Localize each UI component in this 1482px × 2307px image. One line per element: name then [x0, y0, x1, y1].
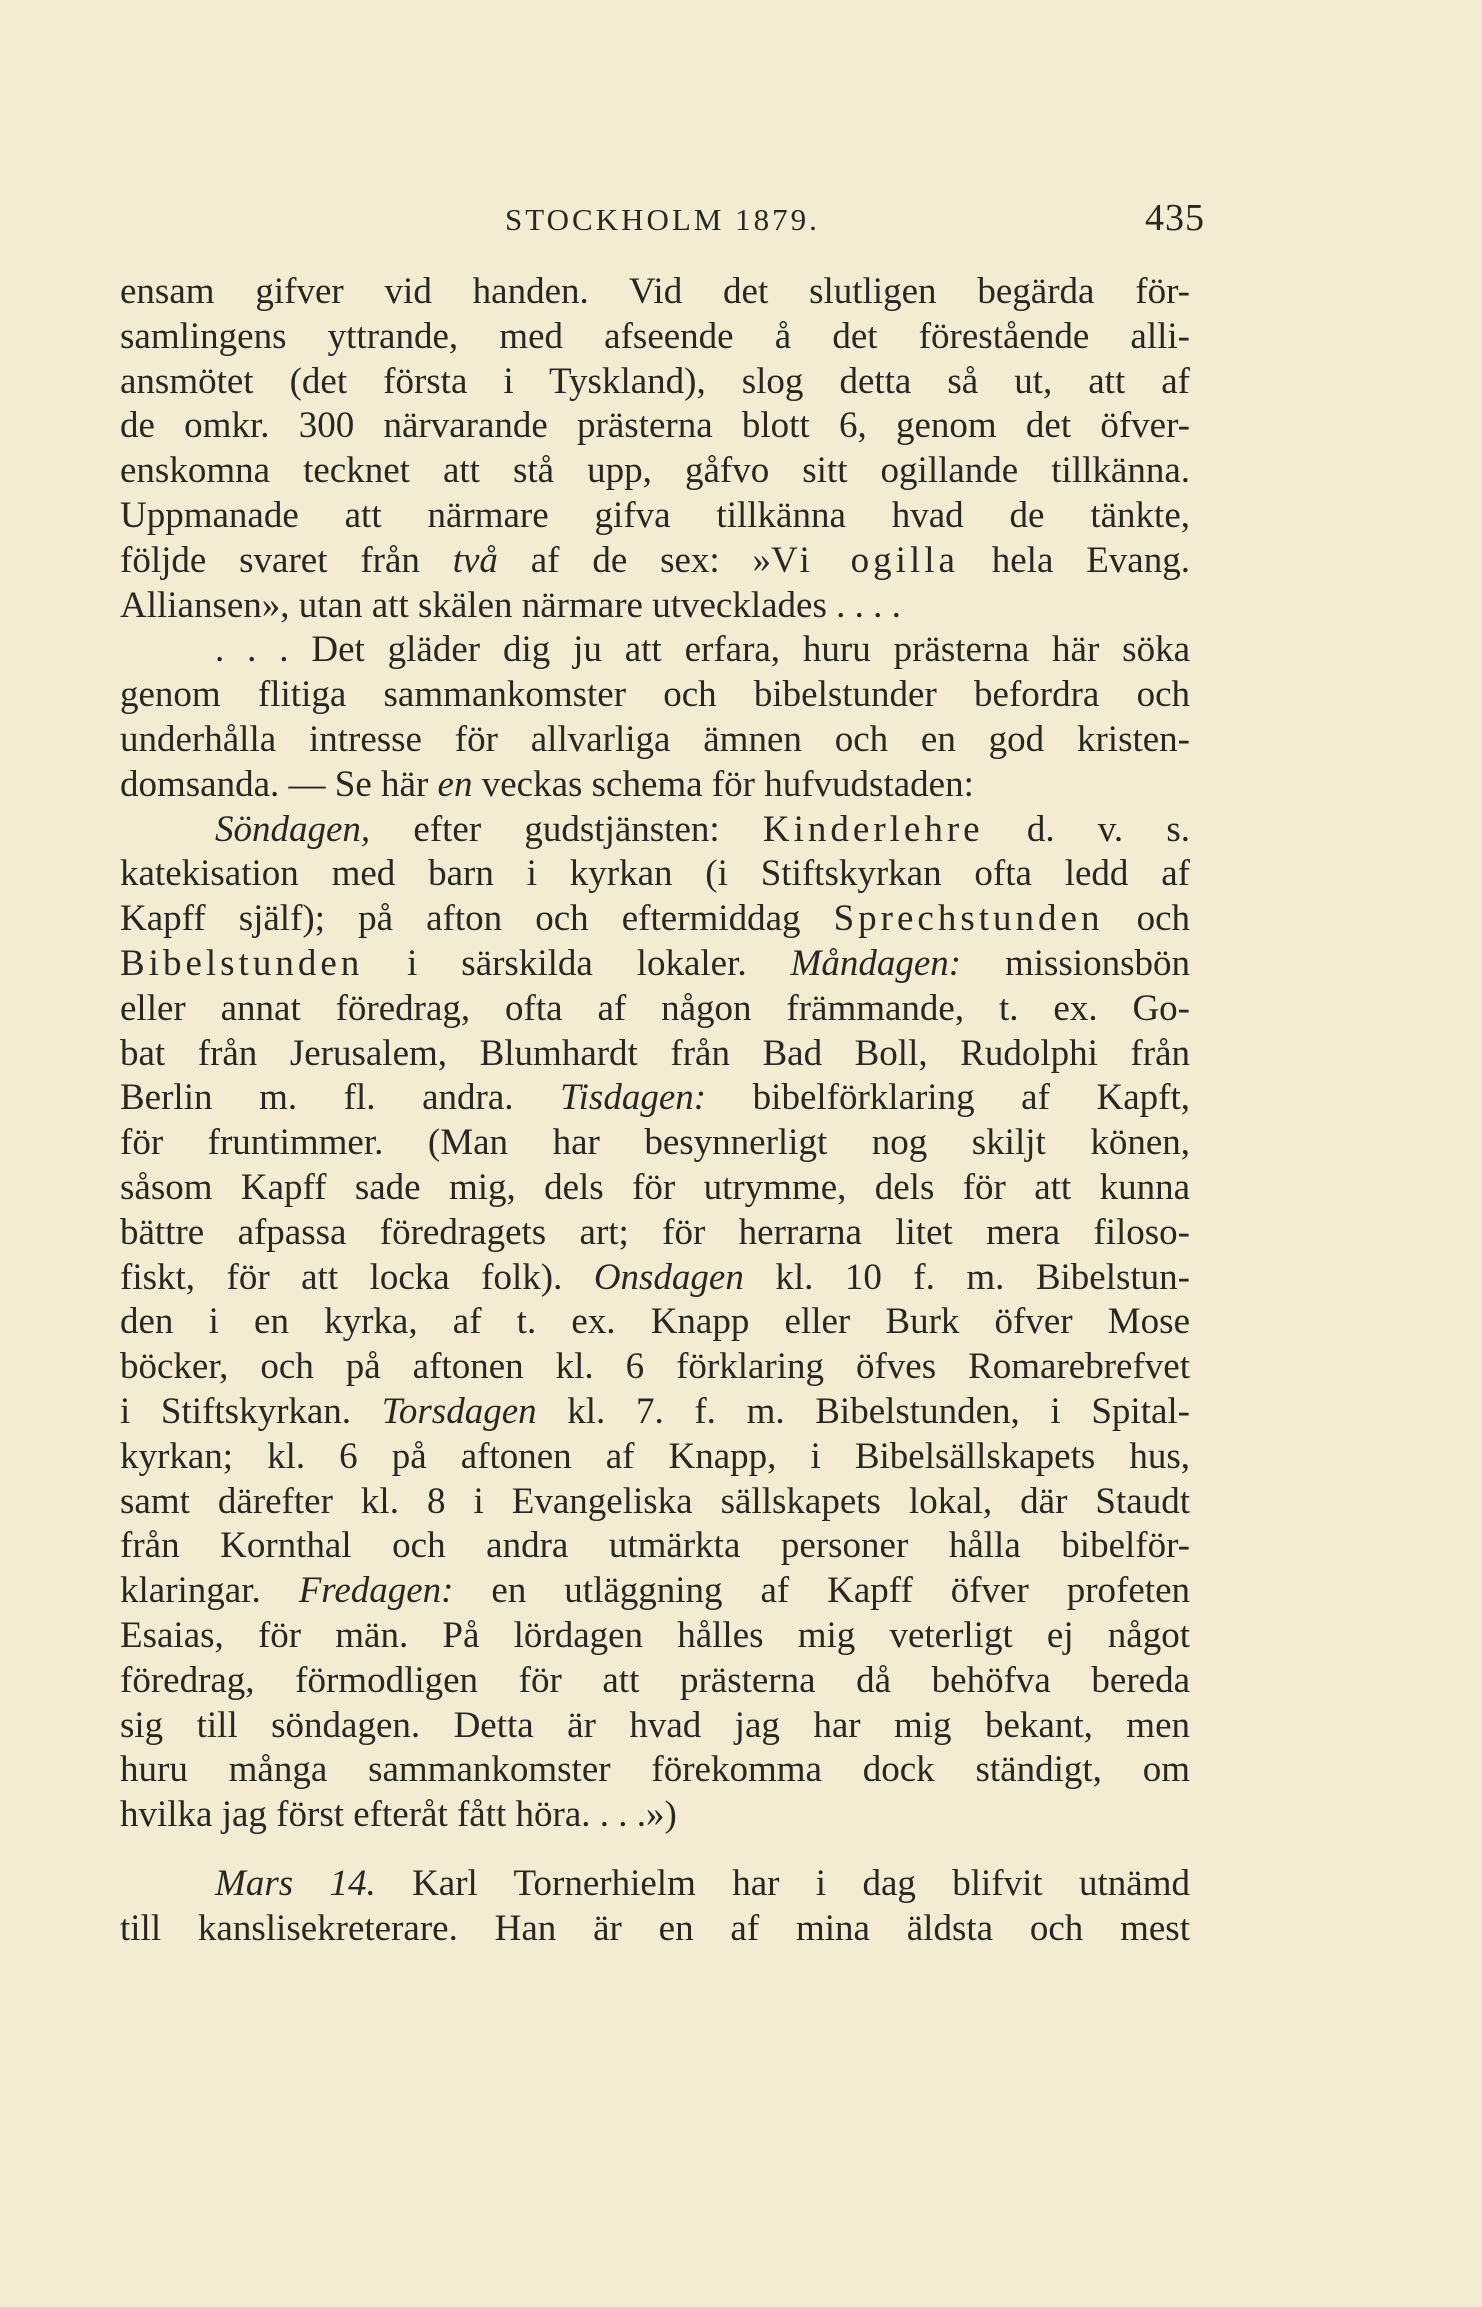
text-line — [120, 404, 1190, 449]
italic-text: Fredagen: — [298, 1570, 454, 1612]
spaced-text: Bibelstunden — [120, 942, 364, 984]
text-segment: fiskt, för att locka folk). — [120, 1256, 594, 1298]
running-head — [120, 196, 1205, 240]
text-segment: klaringar. — [120, 1570, 299, 1612]
italic-text: en — [437, 763, 473, 805]
italic-text: Onsdagen — [593, 1256, 744, 1298]
text-segment: ansmötet (det första i Tyskland), slog detta så ut, att af — [120, 360, 1190, 402]
text-segment: bättre afpassa föredragets art; för herrarna litet mera filoso- — [120, 1211, 1190, 1253]
text-segment: samlingens yttrande, med afseende å det förestående alli- — [120, 315, 1190, 357]
text-line — [120, 808, 1190, 853]
text-segment: Uppmanade att närmare gifva tillkänna hvad de tänkte, — [120, 494, 1190, 536]
text-line — [120, 360, 1190, 405]
text-segment: huru många sammankomster förekomma dock ständigt, om — [120, 1749, 1190, 1791]
text-segment: från Kornthal och andra utmärkta personer hålla bibelför- — [120, 1525, 1190, 1567]
text-line — [120, 1300, 1190, 1345]
text-line — [120, 1032, 1190, 1077]
page-number: 435 — [1145, 197, 1205, 239]
running-title: STOCKHOLM 1879. — [505, 202, 820, 237]
text-segment: . . . Det gläder dig ju att erfara, huru prästerna här söka — [215, 629, 1190, 671]
text-segment: samt därefter kl. 8 i Evangeliska sällskapets lokal, där Staudt — [120, 1480, 1190, 1522]
text-segment: d. v. s. — [983, 808, 1191, 850]
text-line — [120, 1345, 1190, 1390]
text-segment: enskomna tecknet att stå upp, gåfvo sitt ogillande tillkänna. — [120, 450, 1190, 492]
spaced-text: Sprechstunden — [833, 898, 1104, 940]
text-line — [120, 763, 1190, 808]
italic-text: två — [452, 539, 498, 581]
italic-text: Mars 14. — [215, 1862, 376, 1904]
text-line — [120, 1704, 1190, 1749]
spaced-text: Vi ogilla — [771, 539, 959, 581]
italic-text: Måndagen: — [790, 942, 962, 984]
text-segment: till kanslisekreterare. Han är en af mina äldsta och mest — [120, 1907, 1190, 1949]
text-line — [120, 1748, 1190, 1793]
text-segment: den i en kyrka, af t. ex. Knapp eller Burk öfver Mose — [120, 1301, 1190, 1343]
text-segment: i särskilda lokaler. — [363, 942, 791, 984]
text-segment: af de sex: » — [497, 539, 772, 581]
text-line — [120, 673, 1190, 718]
text-segment: katekisation med barn i kyrkan (i Stiftskyrkan ofta ledd af — [120, 853, 1190, 895]
text-segment: underhålla intresse för allvarliga ämnen och en god kristen- — [120, 718, 1190, 760]
text-segment: bibelförklaring af Kapft, — [706, 1077, 1190, 1119]
text-segment: och — [1103, 898, 1190, 940]
text-segment: böcker, och på aftonen kl. 6 förklaring öfves Romarebrefvet — [120, 1346, 1190, 1388]
text-segment: Kapff själf); på afton och eftermiddag — [120, 898, 834, 940]
text-line — [120, 942, 1190, 987]
text-line — [120, 1435, 1190, 1480]
text-segment: eller annat föredrag, ofta af någon främmande, t. ex. Go- — [120, 987, 1190, 1029]
italic-text: Söndagen, — [215, 808, 371, 850]
text-line — [120, 494, 1190, 539]
text-line — [120, 1480, 1190, 1525]
text-line — [120, 1076, 1190, 1121]
text-segment: hela Evang. — [958, 539, 1190, 581]
text-segment: missionsbön — [961, 942, 1190, 984]
text-segment: Karl Tornerhielm har i dag blifvit utnämd — [375, 1862, 1190, 1904]
text-line — [120, 1569, 1190, 1614]
text-line — [120, 852, 1190, 897]
spaced-text: Kinderlehre — [762, 808, 984, 850]
italic-text: Torsdagen — [381, 1390, 537, 1432]
text-segment: ensam gifver vid handen. Vid det slutligen begärda för- — [120, 271, 1190, 312]
text-segment: sig till söndagen. Detta är hvad jag har mig bekant, men — [120, 1704, 1190, 1746]
text-line — [120, 1907, 1190, 1952]
text-line — [120, 1659, 1190, 1704]
text-line — [120, 270, 1190, 315]
text-line — [120, 1390, 1190, 1435]
text-line — [120, 718, 1190, 763]
text-segment: bat från Jerusalem, Blumhardt från Bad Boll, Rudolphi från — [120, 1032, 1190, 1074]
text-segment: Alliansen», utan att skälen närmare utvecklades . . . . — [120, 584, 901, 626]
text-line — [120, 628, 1190, 673]
text-segment: föredrag, förmodligen för att prästerna då behöfva bereda — [120, 1659, 1190, 1701]
italic-text: Tisdagen: — [560, 1077, 707, 1119]
text-line — [120, 1121, 1190, 1166]
text-line — [120, 1614, 1190, 1659]
text-segment: domsanda. — Se här — [120, 763, 438, 805]
text-segment: kl. 10 f. m. Bibelstun- — [743, 1256, 1191, 1298]
text-segment: efter gudstjänsten: — [370, 808, 763, 850]
text-line — [120, 539, 1190, 584]
text-segment: följde svaret från — [120, 539, 453, 581]
text-segment: Esaias, för män. På lördagen hålles mig veterligt ej något — [120, 1614, 1190, 1656]
text-segment: en utläggning af Kapff öfver profeten — [453, 1570, 1190, 1612]
text-segment: Berlin m. fl. andra. — [120, 1077, 561, 1119]
text-segment: såsom Kapff sade mig, dels för utrymme, dels för att kunna — [120, 1166, 1190, 1208]
text-line — [120, 987, 1190, 1032]
body-text — [120, 270, 1190, 1951]
text-line — [120, 1862, 1190, 1907]
text-line — [120, 1211, 1190, 1256]
text-line — [120, 1256, 1190, 1301]
text-line — [120, 315, 1190, 360]
text-segment: kyrkan; kl. 6 på aftonen af Knapp, i Bibelsällskapets hus, — [120, 1435, 1190, 1477]
text-line — [120, 449, 1190, 494]
text-line — [120, 1793, 1190, 1838]
text-line — [120, 897, 1190, 942]
text-line — [120, 1524, 1190, 1569]
text-segment: i Stiftskyrkan. — [120, 1390, 382, 1432]
text-line — [120, 1166, 1190, 1211]
text-segment: hvilka jag först efteråt fått höra. . . .») — [120, 1794, 677, 1836]
text-segment: för fruntimmer. (Man har besynnerligt nog skiljt könen, — [120, 1122, 1190, 1164]
text-segment: kl. 7. f. m. Bibelstunden, i Spital- — [536, 1390, 1190, 1432]
text-segment: de omkr. 300 närvarande prästerna blott 6, genom det öfver- — [120, 405, 1190, 447]
text-line — [120, 584, 1190, 629]
text-segment: genom flitiga sammankomster och bibelstunder befordra och — [120, 674, 1190, 716]
text-segment: veckas schema för hufvudstaden: — [472, 763, 974, 805]
